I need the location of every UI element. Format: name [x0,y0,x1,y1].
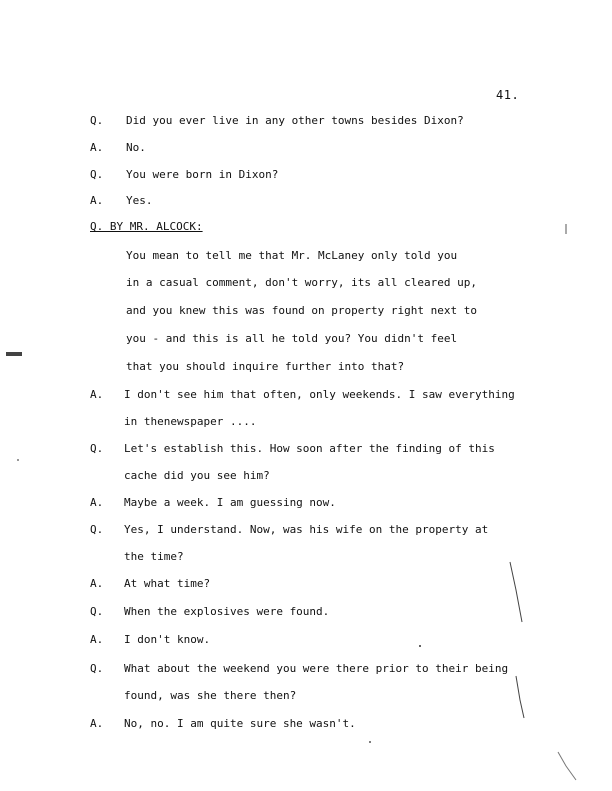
transcript-line: At what time? [124,577,211,590]
speaker-label: Q. [90,168,104,181]
transcript-line: What about the weekend you were there prior to their being [124,662,509,675]
speck [17,459,19,461]
speck [369,741,371,743]
transcript-line: When the explosives were found. [124,605,330,618]
page-number: 41. [496,88,520,102]
transcript-line: you - and this is all he told you? You didn't feel [126,332,458,345]
transcript-line: in thenewspaper .... [124,415,257,428]
speaker-label: Q. [90,114,104,127]
speaker-label: A. [90,388,104,401]
speck [419,645,421,647]
transcript-line: I don't see him that often, only weekends. I saw everything [124,388,515,401]
speaker-label: Q. [90,605,104,618]
transcript-line: You mean to tell me that Mr. McLaney only told you [126,249,458,262]
transcript-line: and you knew this was found on property right next to [126,304,477,317]
pencil-stroke [516,676,524,718]
transcript-line: that you should inquire further into that? [126,360,405,373]
transcript-line: No, no. I am quite sure she wasn't. [124,717,356,730]
speaker-label: A. [90,194,104,207]
speaker-label: Q. [90,523,104,536]
speaker-label: Q. [90,442,104,455]
pencil-stroke [558,752,576,780]
transcript-line: the time? [124,550,184,563]
transcript-line: Let's establish this. How soon after the finding of this [124,442,495,455]
speaker-label: A. [90,577,104,590]
examiner-heading: Q. BY MR. ALCOCK: [90,220,203,233]
transcript-line: Maybe a week. I am guessing now. [124,496,336,509]
transcript-line: You were born in Dixon? [126,168,279,181]
transcript-line: No. [126,141,146,154]
speaker-label: A. [90,496,104,509]
margin-smudge [6,352,22,356]
transcript-line: I don't know. [124,633,211,646]
speaker-label: A. [90,717,104,730]
speaker-label: A. [90,633,104,646]
speaker-label: A. [90,141,104,154]
transcript-line: in a casual comment, don't worry, its all cleared up, [126,276,477,289]
transcript-line: Yes, I understand. Now, was his wife on the property at [124,523,489,536]
speaker-label: Q. [90,662,104,675]
transcript-line: cache did you see him? [124,469,270,482]
transcript-line: found, was she there then? [124,689,297,702]
transcript-line: Did you ever live in any other towns besides Dixon? [126,114,464,127]
transcript-line: Yes. [126,194,153,207]
pencil-stroke [510,562,522,622]
